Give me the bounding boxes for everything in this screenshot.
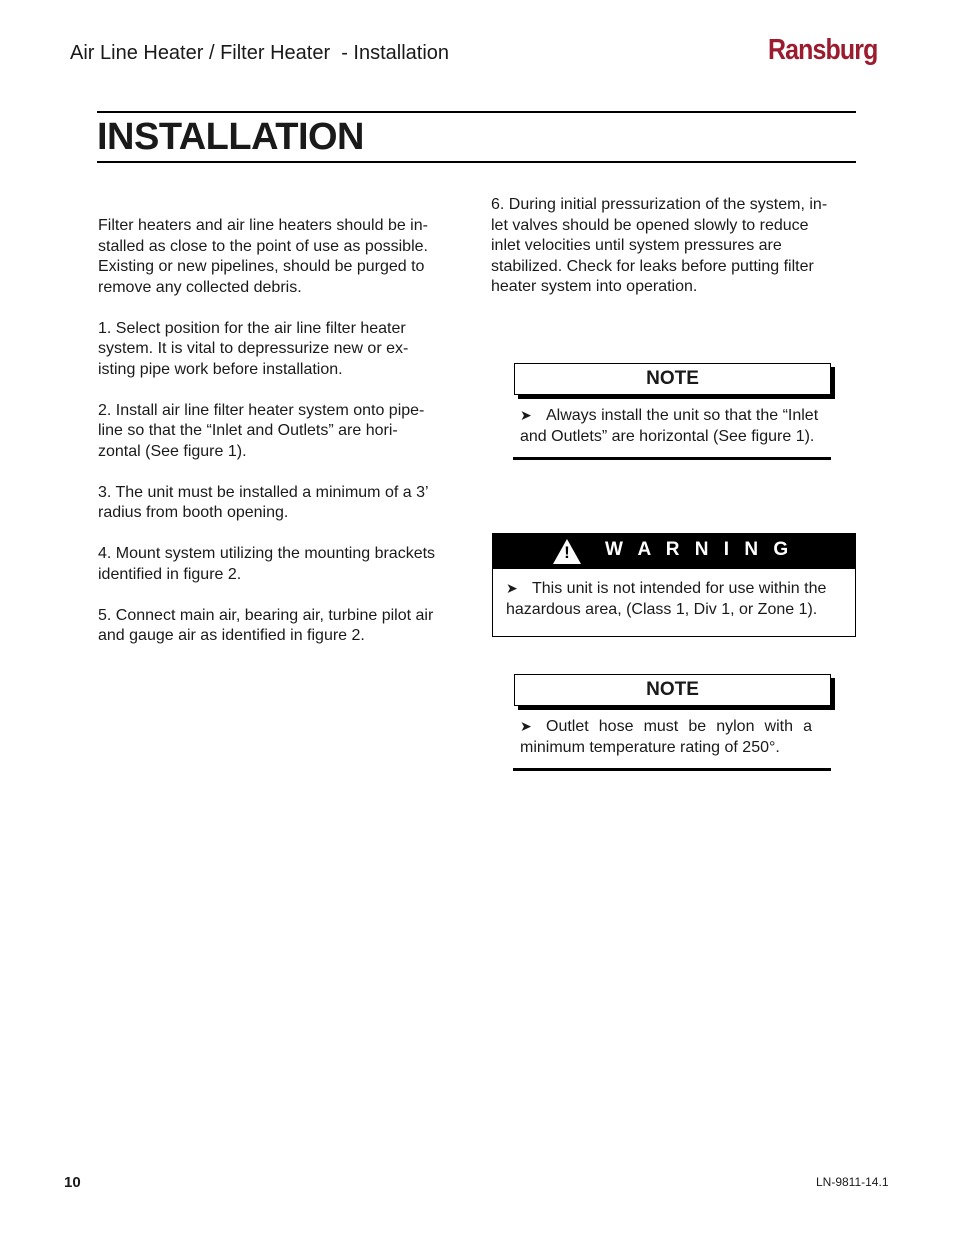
note-heading-box bbox=[514, 674, 831, 706]
step-1: 1. Select position for the air line filter heater system. It is vital to depressurize new or ex- isting pipe work before installation. bbox=[98, 319, 409, 378]
arrow-bullet-icon: ➤ bbox=[506, 580, 518, 596]
warning-heading: W A R N I N G bbox=[605, 539, 794, 560]
step-2: 2. Install air line filter heater system onto pipe- line so that the “Inlet and Outlets” are hori- zontal (See figure 1). bbox=[98, 401, 425, 460]
warning-text: ➤ This unit is not intended for use within the hazardous area, (Class 1, Div 1, or Zone 1). bbox=[506, 580, 827, 618]
page-number: 10 bbox=[64, 1174, 81, 1191]
note-heading-box bbox=[514, 363, 831, 395]
step-5: 5. Connect main air, bearing air, turbine pilot air and gauge air as identified in figure 2. bbox=[98, 606, 434, 644]
running-header-title: Air Line Heater / Filter Heater - Installation bbox=[70, 42, 450, 64]
note-text: ➤ Always install the unit so that the “Inlet and Outlets” are horizontal (See figure 1). bbox=[520, 407, 819, 445]
note-box-inlet-outlets bbox=[514, 363, 831, 460]
note-heading: NOTE bbox=[646, 368, 699, 389]
step-6: 6. During initial pressurization of the system, in- let valves should be opened slowly to reduce inlet velocities until system pressures are stabilized. Check for leaks before putting filter heater system into operation. bbox=[491, 196, 828, 295]
step-4: 4. Mount system utilizing the mounting brackets identified in figure 2. bbox=[98, 545, 436, 583]
step-3: 3. The unit must be installed a minimum of a 3’ radius from booth opening. bbox=[98, 483, 429, 521]
warning-header bbox=[493, 534, 855, 569]
note-bottom-rule bbox=[513, 457, 831, 460]
warning-exclamation: ! bbox=[564, 543, 570, 562]
left-column bbox=[98, 216, 460, 647]
document-id: LN-9811-14.1 bbox=[816, 1175, 889, 1189]
note-heading: NOTE bbox=[646, 679, 699, 700]
title-bottom-rule bbox=[97, 161, 856, 163]
arrow-bullet-icon: ➤ bbox=[520, 407, 532, 423]
brand-logo: Ransburg bbox=[768, 34, 878, 66]
note-bottom-rule bbox=[513, 768, 831, 771]
note-box-outlet-hose bbox=[514, 674, 831, 771]
note-text: ➤ Outlet hose must be nylon with a minimum temperature rating of 250°. bbox=[520, 718, 812, 756]
warning-box bbox=[492, 533, 856, 637]
page-title: INSTALLATION bbox=[97, 116, 364, 158]
arrow-bullet-icon: ➤ bbox=[520, 718, 532, 734]
intro-paragraph: Filter heaters and air line heaters should be in- stalled as close to the point of use as possible. Existing or new pipelines, should be purged to remove any collected debris. bbox=[98, 217, 428, 296]
title-top-rule bbox=[97, 111, 856, 113]
